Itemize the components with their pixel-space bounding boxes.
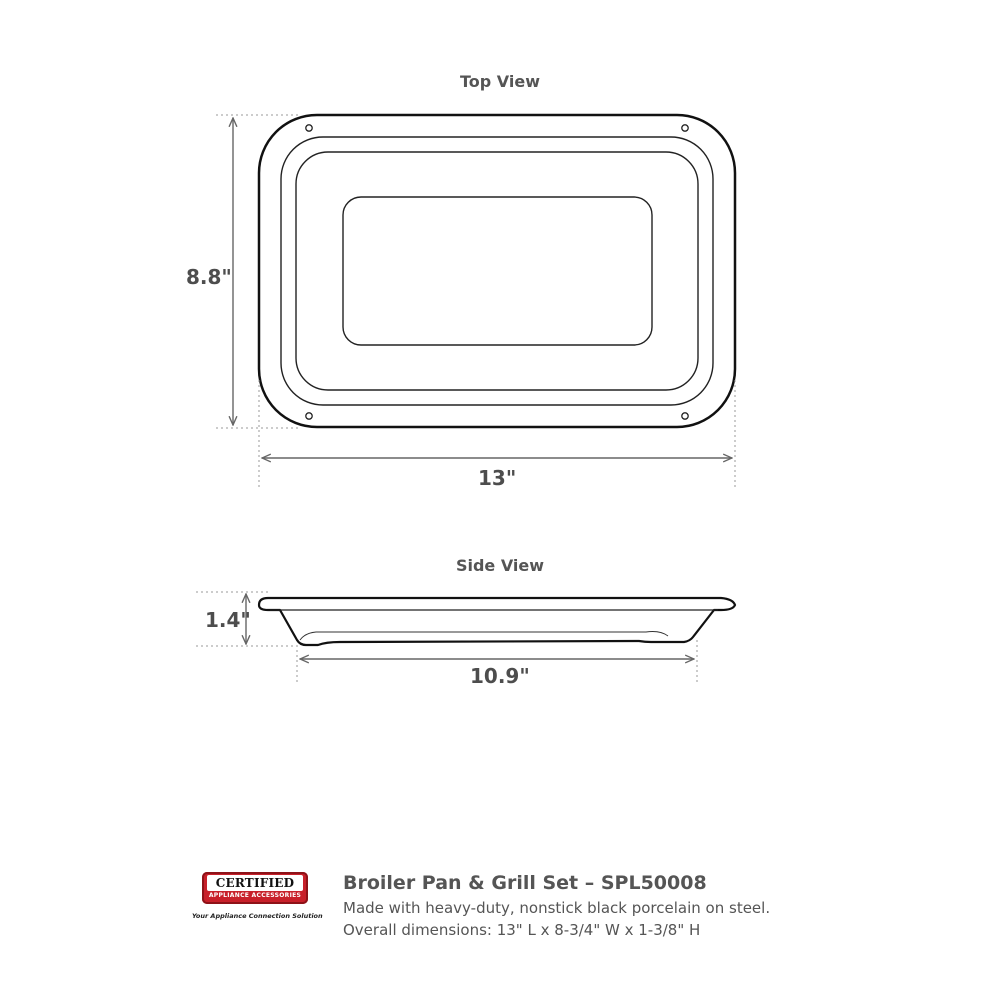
rivet-bottom-left xyxy=(306,413,312,419)
product-description-line-1: Made with heavy-duty, nonstick black porcelain on steel. xyxy=(343,899,771,917)
side-view-height-label: 1.4" xyxy=(205,608,251,632)
certified-logo xyxy=(192,872,323,928)
rivet-top-left xyxy=(306,125,312,131)
top-view-length-label: 13" xyxy=(478,466,517,490)
pan-inner-rim xyxy=(281,137,713,405)
top-view-dimensions xyxy=(216,115,735,490)
top-view-height-label: 8.8" xyxy=(186,265,232,289)
side-view-pan xyxy=(259,598,735,645)
pan-side-profile xyxy=(259,598,735,645)
logo-subtitle: APPLIANCE ACCESSORIES xyxy=(208,892,302,899)
pan-grill-area xyxy=(343,197,652,345)
side-view-dimensions xyxy=(196,592,697,684)
logo-word: CERTIFIED xyxy=(207,875,303,891)
pan-outer-rim xyxy=(259,115,735,427)
side-view-length-label: 10.9" xyxy=(470,664,530,688)
pan-wall xyxy=(296,152,698,390)
product-title: Broiler Pan & Grill Set – SPL50008 xyxy=(343,872,707,894)
product-description-line-2: Overall dimensions: 13" L x 8-3/4" W x 1-3/8" H xyxy=(343,921,701,939)
rivet-top-right xyxy=(682,125,688,131)
rivet-bottom-right xyxy=(682,413,688,419)
top-view-title: Top View xyxy=(459,72,541,91)
pan-inner-bottom xyxy=(300,632,668,641)
side-view-title: Side View xyxy=(455,556,545,575)
logo-badge xyxy=(202,872,308,904)
top-view-pan xyxy=(259,115,735,427)
logo-tagline: Your Appliance Connection Solution xyxy=(192,912,323,920)
